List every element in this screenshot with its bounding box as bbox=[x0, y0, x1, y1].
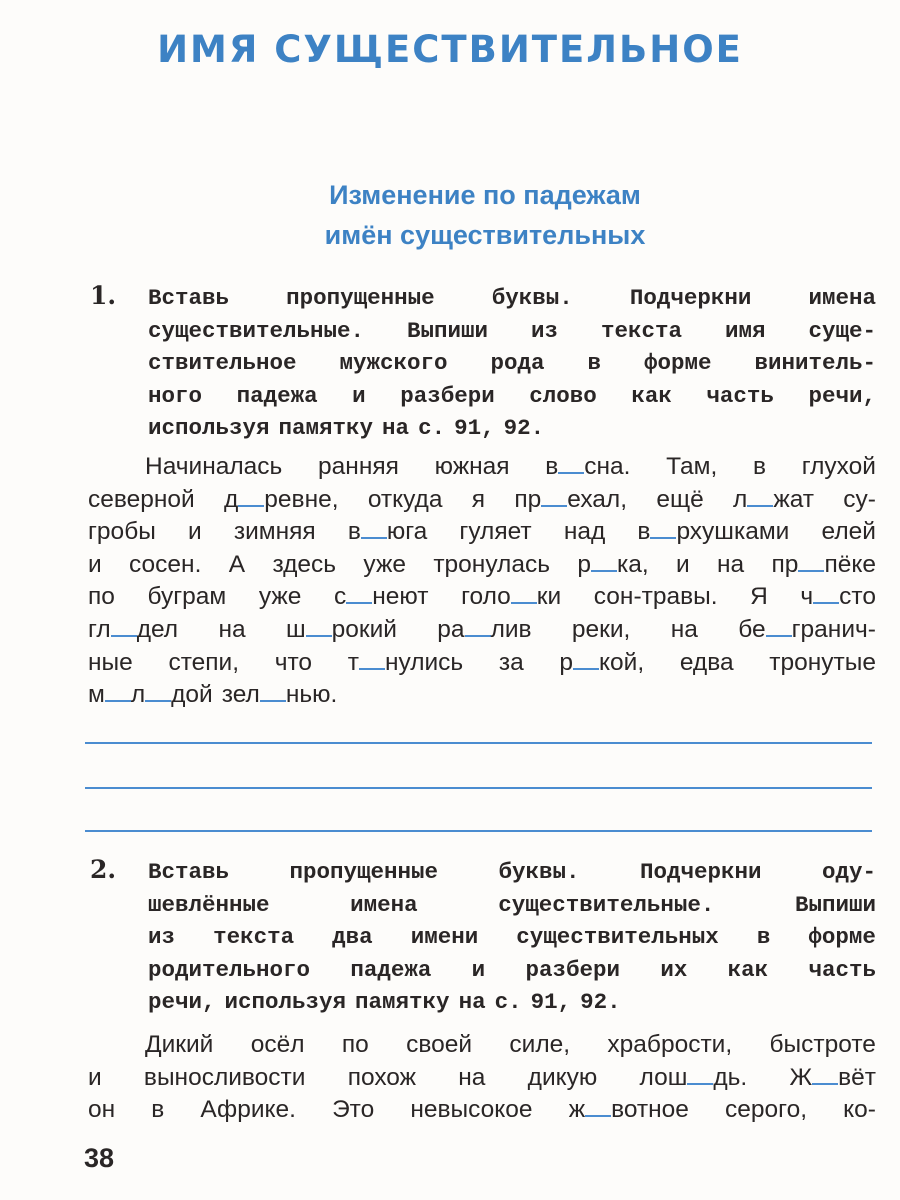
word: существительных bbox=[516, 924, 719, 950]
word: Вставь bbox=[148, 859, 230, 885]
word: ч сто bbox=[800, 583, 876, 611]
word: на bbox=[218, 615, 246, 643]
word: шевлённые bbox=[148, 891, 270, 918]
word: существительные. bbox=[148, 317, 365, 344]
word: т нулись bbox=[347, 648, 464, 676]
word: здесь bbox=[272, 550, 337, 578]
missing-letter-blank[interactable] bbox=[306, 617, 332, 637]
text-line bbox=[148, 889, 876, 922]
missing-letter-blank[interactable] bbox=[650, 519, 676, 539]
answer-line[interactable] bbox=[85, 830, 872, 832]
word: Африке. bbox=[200, 1096, 296, 1124]
word: елей bbox=[821, 518, 876, 546]
word: похож bbox=[347, 1063, 417, 1091]
text-line bbox=[148, 986, 876, 1019]
word: м л дой bbox=[88, 681, 213, 709]
word: северной bbox=[88, 485, 195, 513]
chapter-title: ИМЯ СУЩЕСТВИТЕЛЬНОЕ bbox=[157, 28, 743, 71]
text-line bbox=[88, 614, 876, 647]
word: Я bbox=[750, 583, 768, 611]
word: я bbox=[471, 485, 486, 513]
word: используя bbox=[148, 415, 270, 441]
word: разбери bbox=[525, 956, 621, 983]
word: пропущенные bbox=[286, 285, 435, 311]
word: на bbox=[717, 550, 745, 578]
word: своей bbox=[406, 1031, 473, 1058]
word: сосен. bbox=[129, 550, 202, 578]
word: ж вотное bbox=[568, 1096, 689, 1124]
word: рода bbox=[490, 350, 545, 376]
word: тронулась bbox=[433, 550, 550, 578]
word: Ж вёт bbox=[789, 1063, 876, 1091]
word: д ревне, bbox=[224, 485, 339, 513]
word: в юга bbox=[347, 518, 428, 546]
word: Там, bbox=[666, 453, 718, 480]
word: и bbox=[471, 956, 486, 983]
exercise-1-text bbox=[88, 451, 876, 712]
word: Выпиши bbox=[407, 317, 489, 344]
word: едва bbox=[679, 648, 734, 676]
word: на bbox=[458, 989, 486, 1015]
missing-letter-blank[interactable] bbox=[465, 617, 491, 637]
missing-letter-blank[interactable] bbox=[798, 552, 824, 572]
exercise-1-instruction bbox=[148, 282, 876, 445]
word: над bbox=[563, 518, 606, 546]
word: в рхушками bbox=[637, 518, 790, 546]
word: осёл bbox=[250, 1031, 305, 1058]
word: Начиналась bbox=[145, 453, 283, 480]
word: слово bbox=[529, 382, 597, 409]
word: степи, bbox=[168, 648, 240, 676]
word: винитель- bbox=[754, 350, 876, 376]
missing-letter-blank[interactable] bbox=[687, 1065, 713, 1085]
word: уже bbox=[363, 550, 406, 578]
word: пр пёке bbox=[771, 550, 876, 578]
word: ещё bbox=[656, 485, 704, 513]
missing-letter-blank[interactable] bbox=[747, 487, 773, 507]
word: 91, bbox=[454, 415, 495, 441]
word: буквы. bbox=[491, 285, 573, 311]
word: буквы. bbox=[498, 859, 580, 885]
missing-letter-blank[interactable] bbox=[766, 617, 792, 637]
word: зимняя bbox=[233, 518, 316, 546]
word: пропущенные bbox=[289, 859, 439, 885]
missing-letter-blank[interactable] bbox=[541, 487, 567, 507]
word: и bbox=[676, 550, 690, 578]
word: и bbox=[88, 1063, 102, 1091]
word: ные bbox=[88, 648, 133, 676]
word: Выпиши bbox=[794, 891, 876, 918]
missing-letter-blank[interactable] bbox=[511, 584, 537, 604]
text-line bbox=[88, 516, 876, 549]
word: оду- bbox=[821, 859, 876, 885]
word: имена bbox=[350, 891, 418, 918]
word: быстроте bbox=[769, 1031, 876, 1058]
word: су- bbox=[843, 485, 876, 513]
word: памятку bbox=[278, 415, 374, 441]
section-subtitle-line-1: Изменение по падежам bbox=[329, 180, 641, 210]
word: глухой bbox=[801, 453, 876, 480]
word: выносливости bbox=[143, 1063, 306, 1091]
word: пр ехал, bbox=[514, 485, 628, 513]
word: в bbox=[587, 350, 601, 376]
word: лош дь. bbox=[639, 1063, 748, 1091]
text-line bbox=[88, 451, 876, 484]
word: ствительное bbox=[148, 350, 297, 376]
word: из bbox=[531, 317, 559, 344]
word: храбрости, bbox=[607, 1031, 733, 1058]
word: 92. bbox=[503, 415, 545, 441]
text-line bbox=[148, 954, 876, 987]
text-line bbox=[148, 412, 876, 445]
text-line bbox=[88, 1029, 876, 1062]
text-line bbox=[148, 921, 876, 954]
word: А bbox=[228, 550, 246, 578]
word: мужского bbox=[339, 350, 448, 376]
word: по bbox=[341, 1031, 369, 1058]
text-line bbox=[148, 380, 876, 413]
word: как bbox=[727, 956, 769, 983]
missing-letter-blank[interactable] bbox=[573, 650, 599, 670]
word: два bbox=[332, 924, 373, 950]
word: Подчеркни bbox=[629, 285, 752, 311]
exercise-2-number: 2. bbox=[90, 855, 117, 884]
word: имени bbox=[410, 924, 479, 950]
word: форме bbox=[643, 350, 712, 376]
word: падежа bbox=[350, 956, 432, 983]
missing-letter-blank[interactable] bbox=[238, 487, 264, 507]
missing-letter-blank[interactable] bbox=[812, 1065, 838, 1085]
word: на bbox=[458, 1063, 486, 1091]
word: откуда bbox=[367, 485, 443, 513]
text-line bbox=[88, 647, 876, 680]
word: речи, bbox=[148, 989, 216, 1015]
word: в bbox=[151, 1096, 165, 1124]
word: дикую bbox=[527, 1063, 598, 1091]
word: на bbox=[382, 415, 410, 441]
word: 91, bbox=[530, 989, 572, 1015]
word: бе гранич- bbox=[738, 615, 876, 643]
word: форме bbox=[808, 924, 876, 950]
word: ш рокий bbox=[285, 615, 397, 643]
word: ранняя bbox=[318, 453, 399, 480]
word: зел нью. bbox=[221, 681, 338, 709]
text-line bbox=[148, 315, 876, 348]
word: суще- bbox=[808, 317, 876, 344]
word: из bbox=[148, 924, 176, 950]
missing-letter-blank[interactable] bbox=[558, 454, 584, 474]
word: часть bbox=[706, 382, 774, 409]
text-line bbox=[88, 1094, 876, 1127]
word: ного bbox=[148, 382, 203, 409]
word: за bbox=[498, 648, 524, 676]
word: южная bbox=[434, 453, 510, 480]
word: речи, bbox=[808, 382, 876, 409]
word: серого, bbox=[725, 1096, 808, 1124]
word: силе, bbox=[509, 1031, 571, 1058]
missing-letter-blank[interactable] bbox=[105, 682, 131, 702]
word: голо ки bbox=[461, 583, 562, 611]
word: с. bbox=[494, 989, 522, 1015]
word: он bbox=[88, 1096, 116, 1124]
missing-letter-blank[interactable] bbox=[111, 617, 137, 637]
word: гробы bbox=[88, 518, 156, 546]
word: и bbox=[188, 518, 202, 546]
word: падежа bbox=[236, 382, 318, 409]
word: родительного bbox=[148, 956, 311, 983]
word: имя bbox=[724, 317, 766, 344]
exercise-1-number: 1. bbox=[90, 281, 117, 310]
word: гуляет bbox=[459, 518, 532, 546]
text-line bbox=[88, 549, 876, 582]
word: сон-травы. bbox=[593, 583, 718, 611]
missing-letter-blank[interactable] bbox=[813, 584, 839, 604]
word: памятку bbox=[355, 989, 450, 1015]
word: текста bbox=[213, 924, 295, 950]
missing-letter-blank[interactable] bbox=[260, 682, 286, 702]
word: и bbox=[352, 382, 366, 409]
answer-line[interactable] bbox=[85, 742, 872, 744]
word: в bbox=[753, 453, 767, 480]
word: имена bbox=[808, 285, 876, 311]
text-line bbox=[88, 581, 876, 614]
word: в сна. bbox=[545, 453, 631, 480]
word: ра лив bbox=[437, 615, 532, 643]
missing-letter-blank[interactable] bbox=[145, 682, 171, 702]
word: с неют bbox=[334, 583, 429, 611]
word: текста bbox=[600, 317, 682, 344]
word: на bbox=[670, 615, 698, 643]
word: Подчеркни bbox=[639, 859, 762, 885]
word: невысокое bbox=[410, 1096, 533, 1124]
word: разбери bbox=[400, 382, 495, 409]
word: часть bbox=[808, 956, 876, 983]
word: что bbox=[274, 648, 313, 676]
word: гл дел bbox=[88, 615, 179, 643]
missing-letter-blank[interactable] bbox=[346, 584, 372, 604]
word: Дикий bbox=[145, 1031, 214, 1058]
word: р ка, bbox=[577, 550, 649, 578]
word: Это bbox=[332, 1096, 375, 1124]
missing-letter-blank[interactable] bbox=[585, 1097, 611, 1117]
word: существительные. bbox=[498, 891, 715, 918]
word: с. bbox=[418, 415, 446, 441]
text-line bbox=[148, 347, 876, 380]
word: Вставь bbox=[148, 285, 230, 311]
text-line bbox=[88, 679, 876, 712]
page-number: 38 bbox=[84, 1143, 115, 1173]
word: и bbox=[88, 550, 102, 578]
text-line bbox=[148, 282, 876, 315]
word: л жат bbox=[733, 485, 815, 513]
text-line bbox=[148, 856, 876, 889]
word: реки, bbox=[571, 615, 631, 643]
word: ко- bbox=[843, 1096, 876, 1124]
word: тронутые bbox=[769, 648, 876, 676]
text-line bbox=[88, 1062, 876, 1095]
word: буграм bbox=[147, 583, 227, 611]
exercise-2-instruction bbox=[148, 856, 876, 1019]
section-subtitle-line-2: имён существительных bbox=[324, 220, 646, 250]
word: как bbox=[631, 382, 672, 409]
word: уже bbox=[258, 583, 302, 611]
word: их bbox=[660, 956, 688, 983]
word: 92. bbox=[580, 989, 621, 1015]
word: используя bbox=[224, 989, 347, 1015]
word: р кой, bbox=[559, 648, 645, 676]
word: в bbox=[756, 924, 771, 950]
missing-letter-blank[interactable] bbox=[591, 552, 617, 572]
exercise-2-text bbox=[88, 1029, 876, 1127]
missing-letter-blank[interactable] bbox=[359, 650, 385, 670]
answer-line[interactable] bbox=[85, 787, 872, 789]
text-line bbox=[88, 484, 876, 517]
word: по bbox=[88, 583, 115, 611]
missing-letter-blank[interactable] bbox=[361, 519, 387, 539]
